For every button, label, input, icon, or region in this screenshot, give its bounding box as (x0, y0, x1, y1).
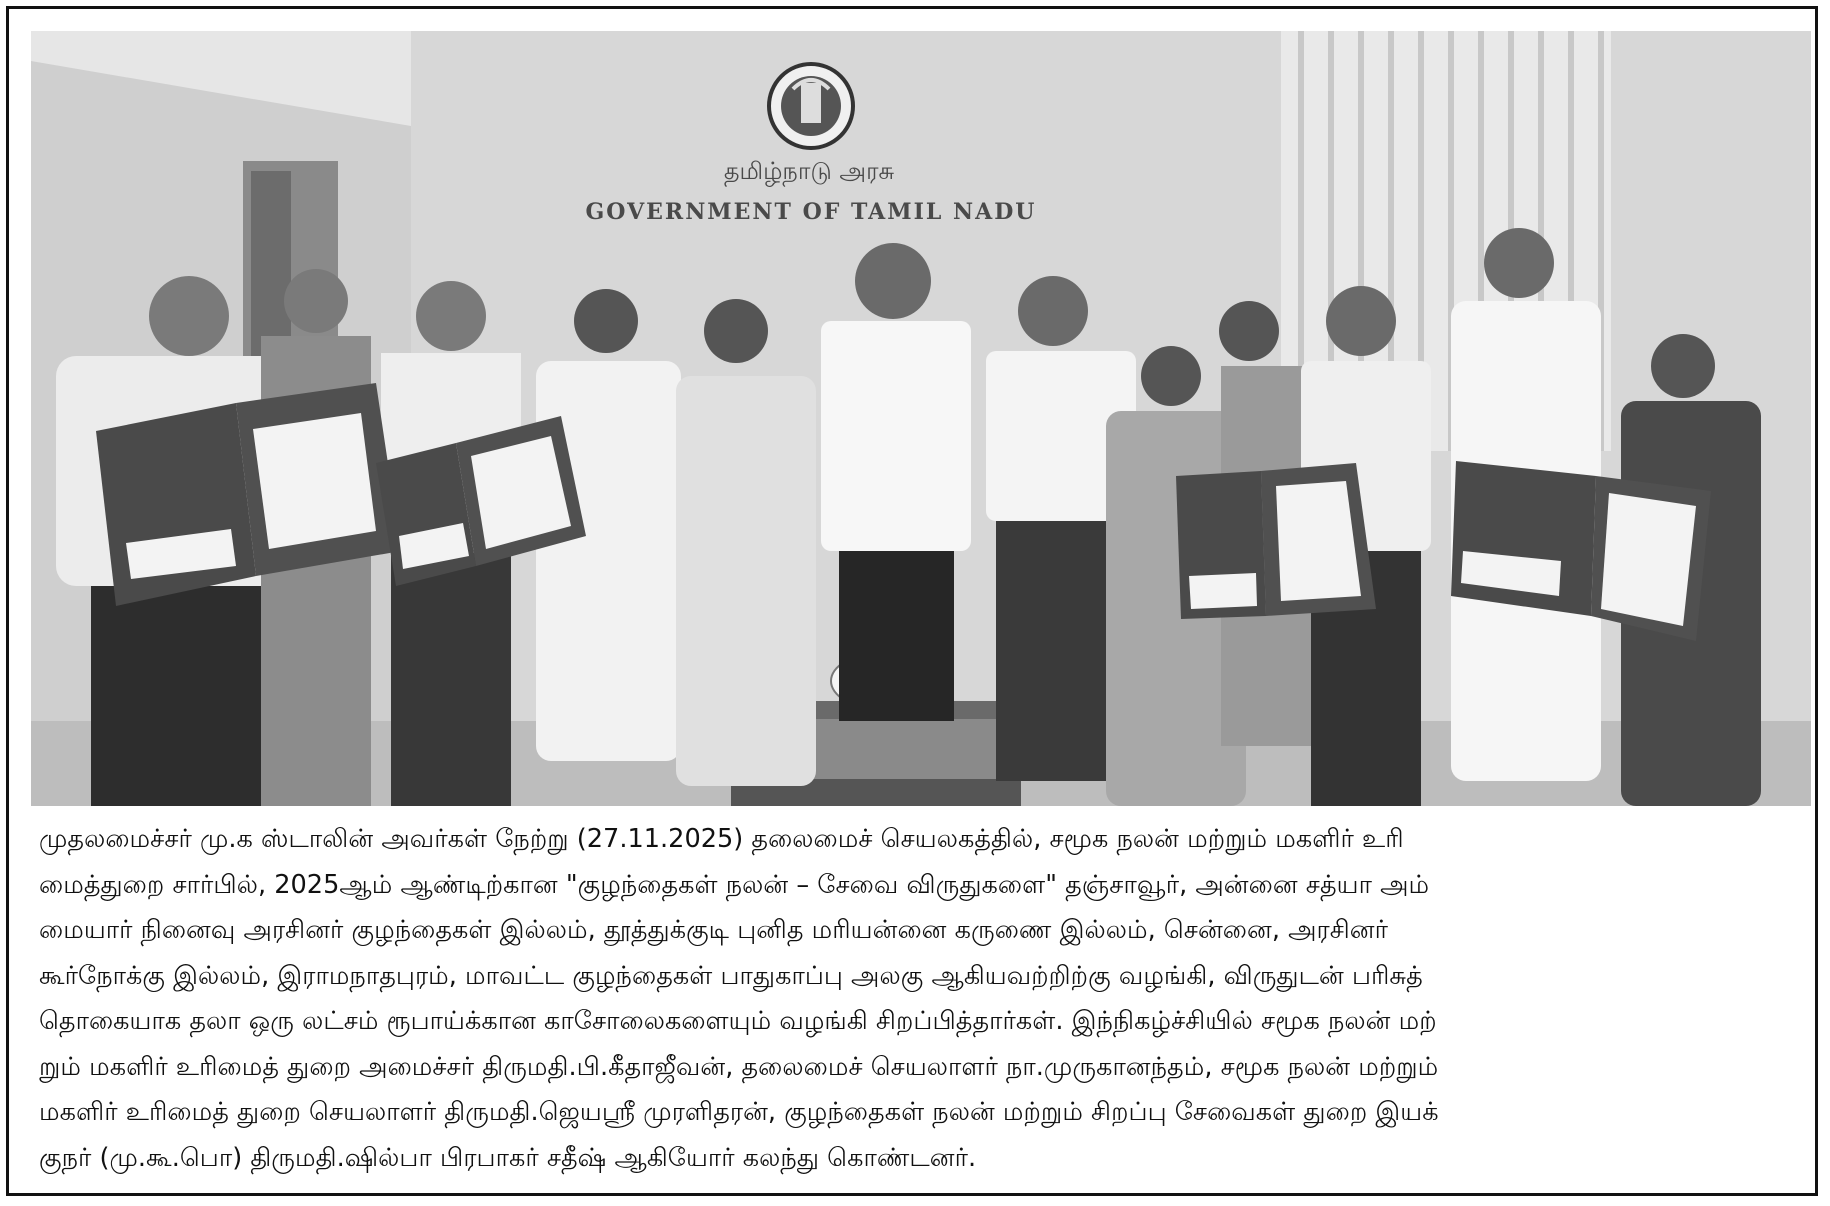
news-item-frame (6, 6, 1818, 1196)
government-emblem-icon (769, 64, 853, 148)
wall-text-english: GOVERNMENT OF TAMIL NADU (585, 199, 1037, 225)
caption-line: மையார் நினைவு அரசினர் குழந்தைகள் இல்லம், தூத்துக்குடி புனித மரியன்னை கருணை இல்லம், சென்னை, அரசினர் (39, 915, 1388, 945)
caption-line: மைத்துறை சார்பில், 2025ஆம் ஆண்டிற்கான "குழந்தைகள் நலன் – சேவை விருதுகளை" தஞ்சாவூர், அன்னை சத்யா அம் (39, 869, 1430, 900)
caption-line: கூர்நோக்கு இல்லம், இராமநாதபுரம், மாவட்ட குழந்தைகள் பாதுகாப்பு அலகு ஆகியவற்றிற்கு வழங்கி, விருதுடன் பரிசுத் (39, 960, 1423, 991)
caption-line: முதலமைச்சர் மு.க ஸ்டாலின் அவர்கள் நேற்று (27.11.2025) தலைமைச் செயலகத்தில், சமூக நலன் மற்றும் மகளிர் உரி (39, 824, 1404, 854)
caption-line: மகளிர் உரிமைத் துறை செயலாளர் திருமதி.ஜெயஸ்ரீ முரளிதரன், குழந்தைகள் நலன் மற்றும் சிறப்பு சேவைகள் துறை இயக் (39, 1097, 1439, 1127)
wall-text-tamil: தமிழ்நாடு அரசு (723, 157, 895, 185)
award-folder (1176, 463, 1376, 619)
caption-line: குநர் (மு.கூ.பொ) திருமதி.ஷில்பா பிரபாகர் சதீஷ் ஆகியோர் கலந்து கொண்டனர். (39, 1142, 977, 1173)
caption-line: றும் மகளிர் உரிமைத் துறை அமைச்சர் திருமதி.பி.கீதாஜீவன், தலைமைச் செயலாளர் நா.முருகானந்தம், சமூக நலன் மற்றும் (39, 1051, 1439, 1082)
news-caption (31, 817, 1813, 1197)
caption-line: தொகையாக தலா ஒரு லட்சம் ரூபாய்க்கான காசோலைகளையும் வழங்கி சிறப்பித்தார்கள். இந்நிகழ்ச்சியில் சமூக நலன் மற் (39, 1006, 1437, 1036)
news-photo (31, 31, 1811, 806)
